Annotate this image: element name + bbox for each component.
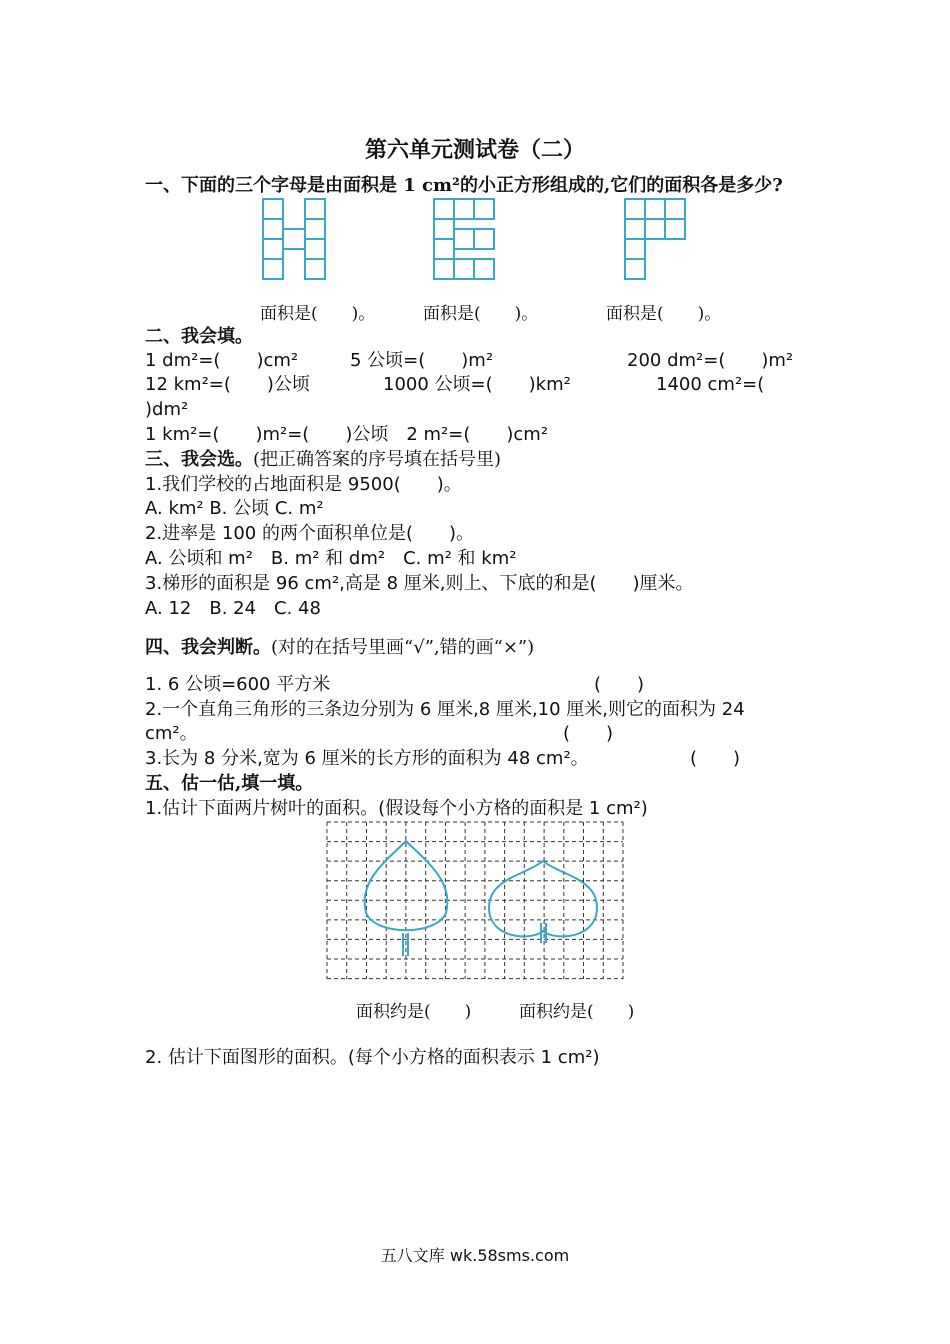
judge-q2: 2.一个直角三角形的三条边分别为 6 厘米,8 厘米,10 厘米,则它的面积为 24 bbox=[145, 699, 745, 720]
fill-1c: 200 dm²=( )m² bbox=[627, 350, 794, 371]
choice-q1-options: A. km² B. 公顷 C. m² bbox=[145, 498, 324, 519]
letter-p-figure bbox=[624, 198, 690, 282]
choice-q3-options: A. 12 B. 24 C. 48 bbox=[145, 598, 321, 619]
section-5-heading: 五、估一估,填一填。 bbox=[145, 773, 314, 794]
fill-2a: 12 km²=( )公顷 bbox=[145, 374, 310, 395]
section-3-note: (把正确答案的序号填在括号里) bbox=[253, 449, 502, 470]
choice-q2: 2.进率是 100 的两个面积单位是( )。 bbox=[145, 523, 475, 544]
section-4-note: (对的在括号里画“√”,错的画“×”) bbox=[271, 637, 535, 658]
judge-q1-paren: ( ) bbox=[594, 674, 645, 695]
letter-h-figure bbox=[262, 198, 328, 282]
leaf-caption-1: 面积约是( ) bbox=[356, 1002, 472, 1022]
judge-q1: 1. 6 公顷=600 平方米 bbox=[145, 674, 331, 695]
judge-q2-cont: cm²。 bbox=[145, 723, 198, 744]
fill-1b: 5 公顷=( )m² bbox=[350, 350, 494, 371]
area-caption-p: 面积是( )。 bbox=[606, 304, 722, 324]
judge-q3-paren: ( ) bbox=[690, 748, 741, 769]
choice-q2-options: A. 公顷和 m² B. m² 和 dm² C. m² 和 km² bbox=[145, 548, 517, 569]
footer-watermark: 五八文库 wk.58sms.com bbox=[380, 1246, 570, 1265]
judge-q3: 3.长为 8 分米,宽为 6 厘米的长方形的面积为 48 cm²。 bbox=[145, 748, 589, 769]
section-4-heading-line bbox=[145, 636, 534, 660]
choice-q1: 1.我们学校的占地面积是 9500( )。 bbox=[145, 474, 462, 495]
fill-3: 1 km²=( )m²=( )公顷 2 m²=( )cm² bbox=[145, 424, 549, 445]
page-title: 第六单元测试卷（二） bbox=[364, 137, 585, 163]
choice-q3: 3.梯形的面积是 96 cm²,高是 8 厘米,则上、下底的和是( )厘米。 bbox=[145, 573, 694, 594]
fill-1a: 1 dm²=( )cm² bbox=[145, 350, 299, 371]
estimate-q1: 1.估计下面两片树叶的面积。(假设每个小方格的面积是 1 cm²) bbox=[145, 798, 648, 819]
fill-2d: )dm² bbox=[145, 399, 189, 420]
section-2-heading: 二、我会填。 bbox=[145, 326, 253, 347]
judge-q2-paren: ( ) bbox=[563, 723, 614, 744]
letter-e-figure bbox=[433, 198, 499, 282]
area-caption-h: 面积是( )。 bbox=[260, 304, 376, 324]
section-3-heading: 三、我会选。 bbox=[145, 449, 253, 470]
fill-2b: 1000 公顷=( )km² bbox=[383, 374, 571, 395]
estimate-q2: 2. 估计下面图形的面积。(每个小方格的面积表示 1 cm²) bbox=[145, 1047, 600, 1068]
leaf-grid-figure bbox=[326, 821, 625, 981]
section-3-heading-line bbox=[145, 448, 501, 472]
section-1-heading: 一、下面的三个字母是由面积是 1 cm²的小正方形组成的,它们的面积各是多少? bbox=[145, 175, 783, 196]
area-caption-e: 面积是( )。 bbox=[423, 304, 539, 324]
leaf-caption-2: 面积约是( ) bbox=[519, 1002, 635, 1022]
section-4-heading: 四、我会判断。 bbox=[145, 637, 271, 658]
fill-2c: 1400 cm²=( bbox=[656, 374, 765, 395]
